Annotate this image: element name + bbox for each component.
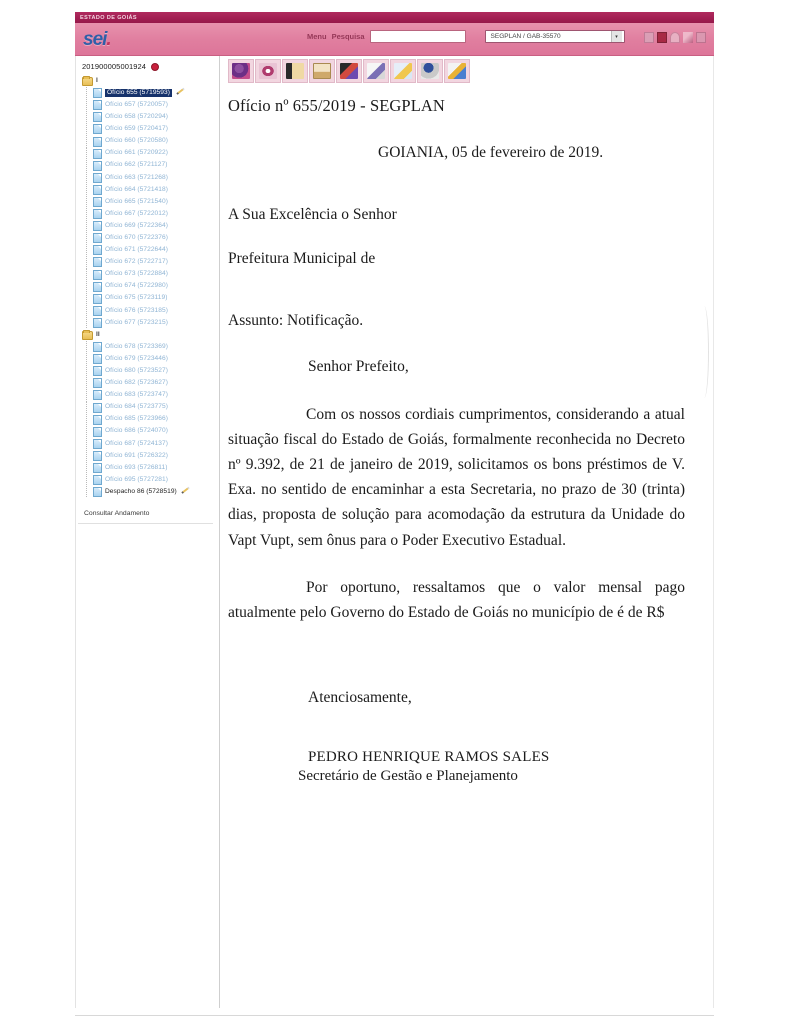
folder-icon <box>82 331 93 340</box>
document-icon <box>93 451 102 461</box>
tree-guide-line <box>86 111 87 123</box>
document-icon <box>93 463 102 473</box>
tree-document-row[interactable] <box>80 244 219 256</box>
tree-guide-line <box>86 389 87 401</box>
government-bar <box>75 12 714 23</box>
tree-item-label: Ofício 672 (5722717) <box>105 258 168 266</box>
incluir-documento-icon <box>394 63 412 79</box>
tree-guide-line <box>86 341 87 353</box>
tree-item-label: Ofício 685 (5723966) <box>105 415 168 423</box>
sei-logo-dot: . <box>106 28 111 50</box>
tree-guide-line <box>86 462 87 474</box>
tree-item-label: II <box>96 330 100 338</box>
document-icon <box>93 354 102 364</box>
document-toolbar[interactable] <box>220 56 713 84</box>
edit-pencil-icon[interactable] <box>181 488 190 497</box>
document-icon <box>93 245 102 255</box>
header-center-group <box>307 30 625 43</box>
grid-icon[interactable] <box>644 32 654 43</box>
tree-item-label: Ofício 659 (5720417) <box>105 125 168 133</box>
document-icon <box>93 282 102 292</box>
sei-header <box>75 23 714 56</box>
tree-document-row[interactable] <box>80 269 219 281</box>
tree-guide-line <box>86 377 87 389</box>
tree-document-row[interactable] <box>80 232 219 244</box>
tree-item-label: Ofício 658 (5720294) <box>105 113 168 121</box>
document-tree[interactable] <box>78 75 219 498</box>
tree-guide-line <box>86 353 87 365</box>
document-icon <box>93 318 102 328</box>
tree-guide-line <box>86 99 87 111</box>
document-salutation: Senhor Prefeito, <box>308 358 409 375</box>
tree-guide-line <box>86 184 87 196</box>
tree-guide-line <box>86 293 87 305</box>
document-closing: Atenciosamente, <box>308 688 412 706</box>
edit-icon[interactable] <box>683 32 693 43</box>
government-bar-label: ESTADO DE GOIÁS <box>80 14 137 21</box>
tree-guide-line <box>86 414 87 426</box>
tree-item-label: Ofício 684 (5723775) <box>105 403 168 411</box>
document-title: Ofício nº 655/2019 - SEGPLAN <box>228 96 445 115</box>
document-icon <box>93 366 102 376</box>
tree-document-row[interactable] <box>80 99 219 111</box>
document-icon <box>93 427 102 437</box>
consultar-publicacao-button[interactable] <box>417 59 443 83</box>
application-chrome <box>75 12 714 56</box>
cancelar-documento-icon <box>448 63 466 79</box>
tree-document-row[interactable] <box>80 256 219 268</box>
process-header[interactable] <box>78 60 219 75</box>
tree-document-row[interactable] <box>80 208 219 220</box>
tree-item-label: Ofício 675 (5723119) <box>105 294 168 302</box>
tree-guide-line <box>86 208 87 220</box>
menu-link[interactable]: Menu <box>307 32 327 41</box>
folder-icon <box>82 77 93 86</box>
tree-guide-line <box>86 281 87 293</box>
tree-document-row[interactable] <box>80 414 219 426</box>
bottom-divider <box>75 1015 714 1016</box>
tree-document-row[interactable] <box>80 184 219 196</box>
alert-icon[interactable] <box>657 32 667 43</box>
tree-item-label: Ofício 667 (5722012) <box>105 209 168 217</box>
document-paragraph-1: Com os nossos cordiais cumprimentos, considerando a atual situação fiscal do Estado de Goiás, formalmente reconhecida no Decreto nº 9.392, de 21 de janeiro de 2019, solicitamos os bons préstimos de V. Exa. no sentido de encaminhar a esta Secretaria, no prazo de 30 (trinta) dias, proposta de solução para acomodação da estrutura da Unidade do Vapt Vupt, sem ônus para o Poder Executivo Estadual. <box>228 406 685 549</box>
document-icon <box>93 342 102 352</box>
tree-document-row[interactable] <box>80 365 219 377</box>
tree-item-label: Ofício 674 (5722980) <box>105 282 168 290</box>
tree-guide-line <box>86 450 87 462</box>
incluir-documento-button[interactable] <box>390 59 416 83</box>
assinar-documento-button[interactable] <box>309 59 335 83</box>
tree-document-row[interactable] <box>80 317 219 329</box>
tree-guide-line <box>86 256 87 268</box>
document-content <box>220 86 713 1008</box>
tree-guide-line <box>86 474 87 486</box>
editar-conteudo-button[interactable] <box>282 59 308 83</box>
consultar-documento-button[interactable] <box>228 59 254 83</box>
tree-guide-line <box>86 148 87 160</box>
document-icon <box>93 197 102 207</box>
gerenciar-marcador-button[interactable] <box>336 59 362 83</box>
tree-document-row[interactable] <box>80 87 219 99</box>
document-icon <box>93 257 102 267</box>
tree-item-label: Ofício 686 (5724070) <box>105 427 168 435</box>
tree-document-row[interactable] <box>80 426 219 438</box>
user-icon[interactable] <box>670 32 680 43</box>
tree-guide-line <box>86 135 87 147</box>
tree-document-row[interactable] <box>80 160 219 172</box>
document-icon <box>93 487 102 497</box>
tree-item-label: Ofício 676 (5723185) <box>105 306 168 314</box>
tree-item-label: Ofício 657 (5720057) <box>105 100 168 108</box>
tree-guide-line <box>86 305 87 317</box>
visualizar-icon <box>259 63 277 79</box>
tree-document-row[interactable] <box>80 402 219 414</box>
document-icon <box>93 390 102 400</box>
tree-guide-line <box>86 123 87 135</box>
document-icon <box>93 88 102 98</box>
edit-pencil-icon[interactable] <box>176 89 185 98</box>
tree-document-row[interactable] <box>80 486 219 498</box>
signer-role: Secretário de Gestão e Planejamento <box>298 767 518 784</box>
consultar-documento-icon <box>232 63 250 79</box>
process-tree-sidebar[interactable] <box>76 56 220 1008</box>
document-date: GOIANIA, 05 de fevereiro de 2019. <box>378 144 604 161</box>
header-icon-group <box>644 32 706 43</box>
tree-item-label: Ofício 695 (5727281) <box>105 475 168 483</box>
tree-folder-row[interactable] <box>80 329 219 341</box>
tree-document-row[interactable] <box>80 474 219 486</box>
tree-guide-line <box>86 220 87 232</box>
tree-document-row[interactable] <box>80 353 219 365</box>
document-icon <box>93 185 102 195</box>
tree-document-row[interactable] <box>80 377 219 389</box>
addressee-line-2: Prefeitura Municipal de <box>228 250 376 267</box>
tree-document-row[interactable] <box>80 438 219 450</box>
tree-guide-line <box>86 244 87 256</box>
cancelar-documento-button[interactable] <box>444 59 470 83</box>
tree-item-label: Ofício 693 (5726811) <box>105 463 168 471</box>
tree-item-label: Ofício 664 (5721418) <box>105 185 168 193</box>
document-icon <box>93 173 102 183</box>
tree-item-label: Ofício 660 (5720580) <box>105 137 168 145</box>
unit-select[interactable] <box>485 30 625 43</box>
tree-item-label: Despacho 86 (5728519) <box>105 487 177 495</box>
assinar-documento-icon <box>313 63 331 79</box>
document-icon <box>93 294 102 304</box>
tree-document-row[interactable] <box>80 135 219 147</box>
document-viewer-pane <box>220 56 713 1008</box>
tree-document-row[interactable] <box>80 220 219 232</box>
tree-item-label: Ofício 665 (5721540) <box>105 197 168 205</box>
page-edge-decoration <box>697 306 709 398</box>
tree-guide-line <box>86 196 87 208</box>
tree-item-label: Ofício 680 (5723527) <box>105 367 168 374</box>
tree-item-label: Ofício 662 (5721127) <box>105 161 168 169</box>
document-icon <box>93 306 102 316</box>
tree-item-label: Ofício 671 (5722644) <box>105 246 168 254</box>
search-input[interactable] <box>370 30 466 43</box>
consultar-publicacao-icon <box>421 63 439 79</box>
tree-guide-line <box>86 402 87 414</box>
document-subject: Assunto: Notificação. <box>228 312 364 329</box>
document-icon <box>93 209 102 219</box>
pesquisa-label: Pesquisa <box>331 32 365 41</box>
tree-item-label: I <box>96 76 98 84</box>
document-icon <box>93 137 102 147</box>
tree-item-label: Ofício 663 (5721268) <box>105 173 168 181</box>
tree-item-label: Ofício 661 (5720922) <box>105 149 168 157</box>
consultar-andamento-link[interactable]: Consultar Andamento <box>78 510 213 524</box>
chevron-down-icon: ▾ <box>611 31 622 42</box>
document-icon <box>93 475 102 485</box>
tree-item-label: Ofício 687 (5724137) <box>105 439 168 447</box>
sei-logo[interactable] <box>83 30 111 49</box>
tree-item-label: Ofício 673 (5722884) <box>105 270 168 278</box>
signer-name: PEDRO HENRIQUE RAMOS SALES <box>308 748 550 765</box>
tree-guide-line <box>86 172 87 184</box>
tree-item-label: Ofício 683 (5723747) <box>105 391 168 399</box>
sei-logo-text: sei <box>83 28 107 50</box>
tree-document-row[interactable] <box>80 172 219 184</box>
document-icon <box>93 415 102 425</box>
document-icon <box>93 403 102 413</box>
tree-document-row[interactable] <box>80 123 219 135</box>
exit-icon[interactable] <box>696 32 706 43</box>
restricted-access-icon <box>151 63 159 71</box>
document-paragraph-2: Por oportuno, ressaltamos que o valor mensal pago atualmente pelo Governo do Estado de Goiás no município de é de R$ <box>228 578 685 621</box>
gerenciar-marcador-icon <box>340 63 358 79</box>
document-icon <box>93 439 102 449</box>
tree-guide-line <box>86 426 87 438</box>
tree-item-label: Ofício 679 (5723446) <box>105 354 168 362</box>
document-icon <box>93 112 102 122</box>
tree-item-label: Ofício 691 (5726322) <box>105 451 168 459</box>
document-icon <box>93 378 102 388</box>
process-number: 201900005001924 <box>82 62 147 71</box>
tree-document-row[interactable] <box>80 293 219 305</box>
addressee-line-1: A Sua Excelência o Senhor <box>228 206 397 223</box>
document-icon <box>93 233 102 243</box>
tree-guide-line <box>86 486 87 498</box>
tree-document-row[interactable] <box>80 341 219 353</box>
application-body <box>75 56 714 1008</box>
tree-guide-line <box>86 269 87 281</box>
tree-document-row[interactable] <box>80 148 219 160</box>
document-icon <box>93 161 102 171</box>
document-icon <box>93 124 102 134</box>
tree-guide-line <box>86 160 87 172</box>
tree-item-label: Ofício 669 (5722364) <box>105 221 168 229</box>
tree-document-row[interactable] <box>80 450 219 462</box>
tree-guide-line <box>86 87 87 99</box>
tree-guide-line <box>86 438 87 450</box>
tree-item-label: Ofício 678 (5723369) <box>105 342 168 350</box>
tree-item-label: Ofício 655 (5719593) <box>107 88 170 96</box>
tree-document-row[interactable] <box>80 111 219 123</box>
unit-select-value: SEGPLAN / GAB-35570 <box>490 33 561 40</box>
tree-item-label: Ofício 670 (5722376) <box>105 233 168 241</box>
tree-item-label: Ofício 682 (5723627) <box>105 379 168 387</box>
visualizar-button[interactable] <box>255 59 281 83</box>
tree-item-label: Ofício 677 (5723215) <box>105 318 168 326</box>
document-icon <box>93 100 102 110</box>
tree-document-row[interactable] <box>80 462 219 474</box>
tree-folder-row[interactable] <box>80 75 219 87</box>
editar-conteudo-icon <box>286 63 304 79</box>
document-icon <box>93 270 102 280</box>
document-icon <box>93 221 102 231</box>
tree-document-row[interactable] <box>80 281 219 293</box>
document-icon <box>93 149 102 159</box>
tree-guide-line <box>86 317 87 329</box>
tree-document-row[interactable] <box>80 389 219 401</box>
tree-guide-line <box>86 365 87 377</box>
tree-document-row[interactable] <box>80 305 219 317</box>
tree-guide-line <box>86 232 87 244</box>
enviar-email-button[interactable] <box>363 59 389 83</box>
enviar-email-icon <box>367 63 385 79</box>
tree-document-row[interactable] <box>80 196 219 208</box>
